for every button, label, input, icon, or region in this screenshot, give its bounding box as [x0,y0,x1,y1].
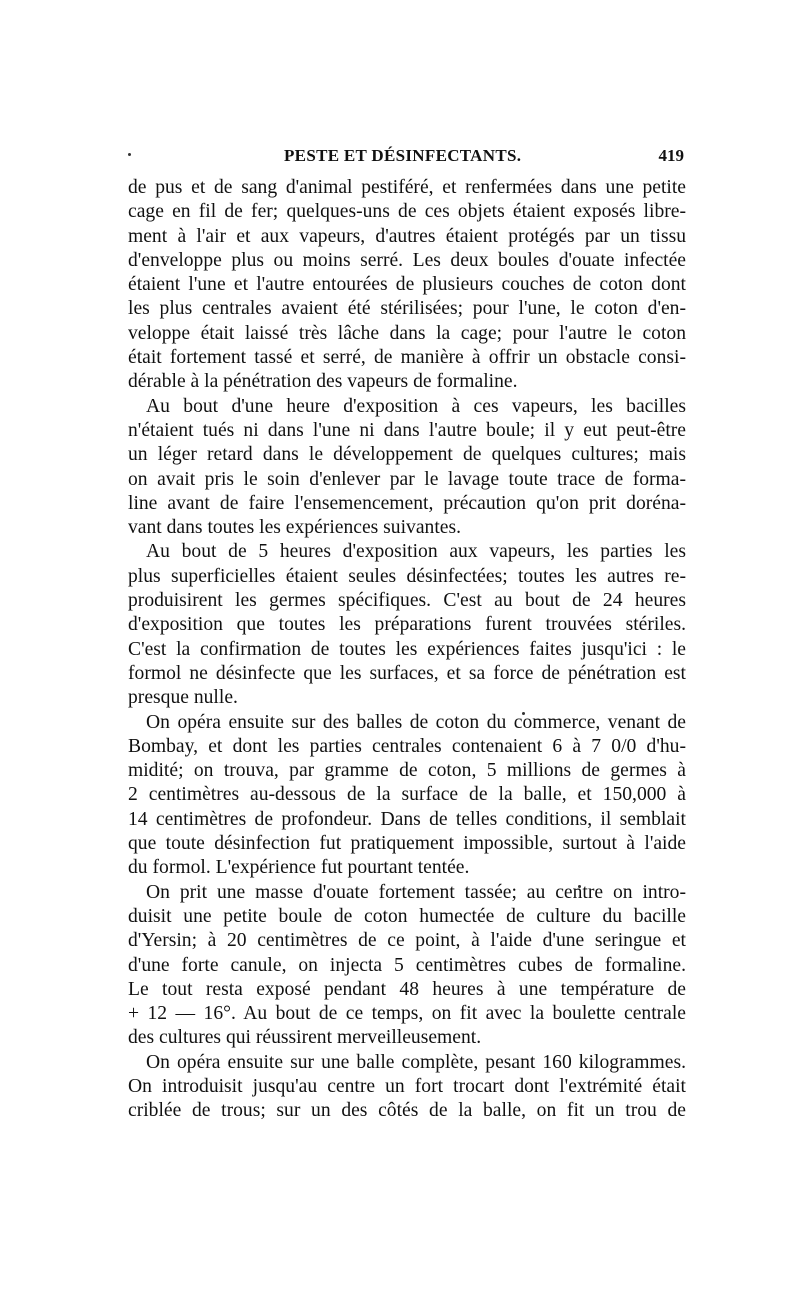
text-line: du formol. L'expérience fut pourtant tentée. [128,857,470,879]
running-head [128,146,684,172]
text-line: presque nulle. [128,687,238,709]
text-line: n'étaient tués ni dans l'une ni dans l'autre boule; il y eut peut-être [128,419,686,441]
text-line: des cultures qui réussirent merveilleusement. [128,1027,482,1049]
text-line: ment à l'air et aux vapeurs, d'autres étaient protégés par un tissu [128,225,686,247]
text-line: produisirent les germes spécifiques. C'est au bout de 24 heures [128,590,686,612]
text-line: C'est la confirmation de toutes les expériences faites jusqu'ici : le [128,638,686,660]
text-line: d'une forte canule, on injecta 5 centimètres cubes de formaline. [128,954,686,976]
text-line: les plus centrales avaient été stérilisées; pour l'une, le coton d'en- [128,298,686,320]
text-line: Le tout resta exposé pendant 48 heures à une température de [128,978,686,1000]
text-line: On opéra ensuite sur des balles de coton du commerce, venant de [146,711,686,733]
text-line: dérable à la pénétration des vapeurs de formaline. [128,371,518,393]
text-line: Au bout de 5 heures d'exposition aux vapeurs, les parties les [146,541,686,563]
text-line: étaient l'une et l'autre entourées de plusieurs couches de coton dont [128,274,686,296]
text-line: formol ne désinfecte que les surfaces, et sa force de pénétration est [128,662,686,684]
text-line: Bombay, et dont les parties centrales contenaient 6 à 7 0/0 d'hu- [128,735,686,757]
text-line: d'Yersin; à 20 centimètres de ce point, à l'aide d'une seringue et [128,930,686,952]
text-line: d'enveloppe plus ou moins serré. Les deux boules d'ouate infectée [128,249,686,271]
text-line: un léger retard dans le développement de quelques cultures; mais [128,444,686,466]
text-line: était fortement tassé et serré, de manière à offrir un obstacle consi- [128,347,686,369]
text-line: veloppe était laissé très lâche dans la cage; pour l'autre le coton [128,322,686,344]
text-line: criblée de trous; sur un des côtés de la balle, on fit un trou de [128,1100,686,1122]
text-line: On opéra ensuite sur une balle complète, pesant 160 kilogrammes. [146,1051,686,1073]
text-line: vant dans toutes les expériences suivantes. [128,517,461,539]
text-line: midité; on trouva, par gramme de coton, 5 millions de germes à [128,760,686,782]
text-line: de pus et de sang d'animal pestiféré, et renfermées dans une petite [128,177,686,198]
text-line: plus superficielles étaient seules désinfectées; toutes les autres re- [128,565,686,587]
text-line: 14 centimètres de profondeur. Dans de telles conditions, il semblait [128,808,686,830]
text-line: On prit une masse d'ouate fortement tassée; au centre on intro- [146,881,686,903]
running-title: PESTE ET DÉSINFECTANTS. [284,146,522,165]
text-line: cage en fil de fer; quelques-uns de ces objets étaient exposés libre- [128,201,686,223]
text-line: d'exposition que toutes les préparations furent trouvées stériles. [128,614,686,636]
body-text [128,176,686,1124]
text-line: duisit une petite boule de coton humectée de culture du bacille [128,905,686,927]
text-line: 2 centimètres au-dessous de la surface de la balle, et 150,000 à [128,784,686,806]
text-line: on avait pris le soin d'enlever par le lavage toute trace de forma- [128,468,686,490]
text-line: line avant de faire l'ensemencement, précaution qu'on prit doréna- [128,492,686,514]
text-line: que toute désinfection fut pratiquement impossible, surtout à l'aide [128,833,686,855]
page-number: 419 [658,146,684,165]
text-line: On introduisit jusqu'au centre un fort trocart dont l'extrémité était [128,1075,686,1097]
text-line: Au bout d'une heure d'exposition à ces vapeurs, les bacilles [146,395,686,417]
text-line: + 12 — 16°. Au bout de ce temps, on fit avec la boulette centrale [128,1003,686,1025]
